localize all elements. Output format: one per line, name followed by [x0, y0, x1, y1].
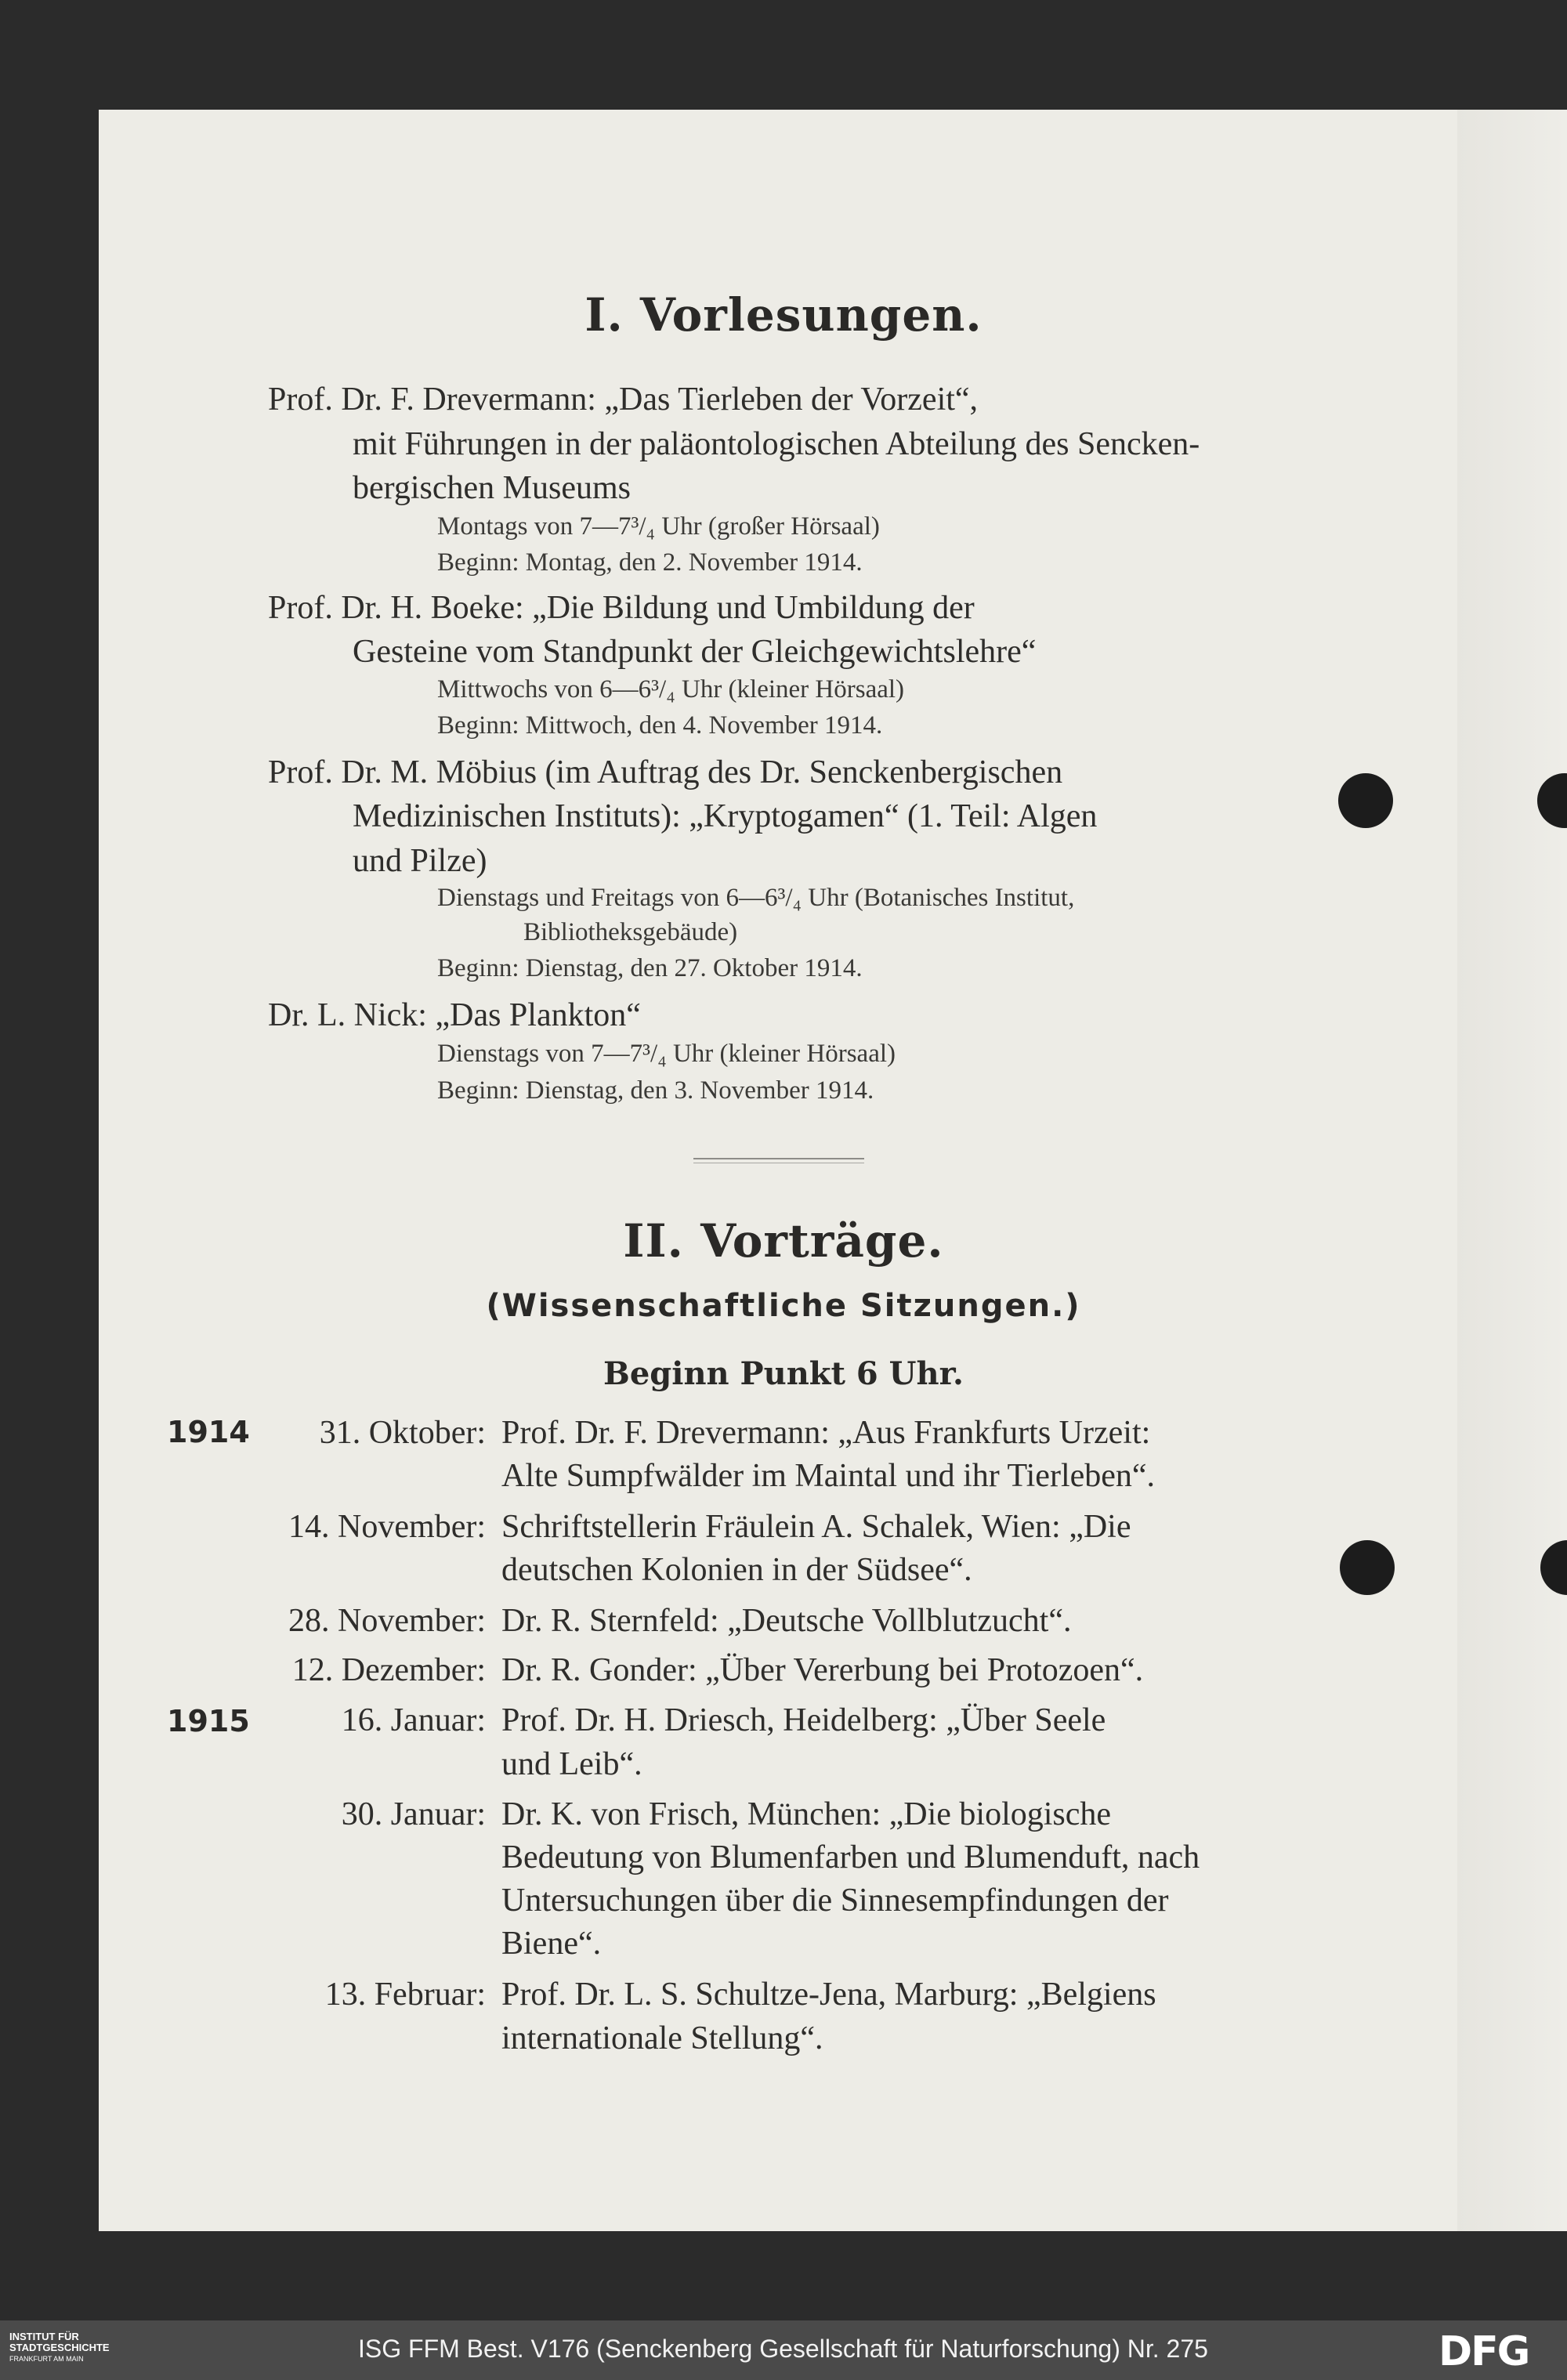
talk-line: Dr. R. Gonder: „Über Vererbung bei Protozoen“. — [501, 1652, 1144, 1688]
punch-hole — [1338, 773, 1393, 828]
lecture-1-start: Beginn: Montag, den 2. November 1914. — [437, 548, 863, 577]
section-divider — [693, 1158, 864, 1163]
footer-caption: ISG FFM Best. V176 (Senckenberg Gesellschaft für Naturforschung) Nr. 275 — [358, 2335, 1208, 2363]
talk-date: 30. Januar: — [341, 1796, 486, 1832]
lecture-3-line-2: Medizinischen Instituts): „Kryptogamen“ (1. Teil: Algen — [353, 798, 1098, 834]
talk-line: Biene“. — [501, 1926, 602, 1962]
talk-date: 16. Januar: — [341, 1702, 486, 1738]
lecture-4-start: Beginn: Dienstag, den 3. November 1914. — [437, 1076, 874, 1105]
lecture-1-schedule: Montags von 7—7³/₄ Uhr (großer Hörsaal) — [437, 512, 880, 541]
start-time-note: Beginn Punkt 6 Uhr. — [603, 1355, 964, 1392]
talk-line: Prof. Dr. H. Driesch, Heidelberg: „Über Seele — [501, 1702, 1106, 1738]
lecture-3-schedule: Dienstags und Freitags von 6—6³/₄ Uhr (Botanisches Institut, — [437, 884, 1075, 912]
year-1914: 1914 — [167, 1415, 250, 1449]
viewer-footer — [0, 2320, 1567, 2380]
isg-logo[interactable] — [9, 2331, 110, 2364]
lecture-2-line-2: Gesteine vom Standpunkt der Gleichgewichtslehre“ — [353, 634, 1037, 670]
lecture-2-schedule: Mittwochs von 6—6³/₄ Uhr (kleiner Hörsaal) — [437, 675, 905, 704]
talk-line: Prof. Dr. L. S. Schultze-Jena, Marburg: „Belgiens — [501, 1977, 1156, 2013]
year-1915: 1915 — [167, 1704, 250, 1738]
lecture-3-line-3: und Pilze) — [353, 843, 487, 879]
dfg-logo[interactable]: DFG — [1439, 2328, 1529, 2375]
talk-line: Alte Sumpfwälder im Maintal und ihr Tierleben“. — [501, 1458, 1156, 1494]
logo-text: FRANKFURT AM MAIN — [9, 2355, 84, 2363]
talk-line: Prof. Dr. F. Drevermann: „Aus Frankfurts Urzeit: — [501, 1415, 1151, 1451]
lecture-3-start: Beginn: Dienstag, den 27. Oktober 1914. — [437, 954, 863, 982]
section-heading-vorlesungen: I. Vorlesungen. — [584, 288, 983, 342]
talk-line: Dr. K. von Frisch, München: „Die biologische — [501, 1796, 1112, 1832]
talk-line: Dr. R. Sternfeld: „Deutsche Vollblutzucht“. — [501, 1603, 1072, 1639]
talk-date: 31. Oktober: — [319, 1415, 486, 1451]
logo-text: STADTGESCHICHTE — [9, 2342, 110, 2353]
lecture-4-line-1: Dr. L. Nick: „Das Plankton“ — [268, 997, 641, 1033]
lecture-3-line-1: Prof. Dr. M. Möbius (im Auftrag des Dr. Senckenbergischen — [268, 754, 1063, 790]
section-subheading: (Wissenschaftliche Sitzungen.) — [486, 1288, 1081, 1324]
talk-line: Untersuchungen über die Sinnesempfindungen der — [501, 1883, 1169, 1919]
lecture-2-line-1: Prof. Dr. H. Boeke: „Die Bildung und Umbildung der — [268, 590, 975, 626]
talk-date: 13. Februar: — [324, 1977, 486, 2013]
punch-hole — [1340, 1540, 1395, 1595]
talk-date: 14. November: — [288, 1509, 486, 1545]
talk-line: Schriftstellerin Fräulein A. Schalek, Wien: „Die — [501, 1509, 1131, 1545]
talk-line: internationale Stellung“. — [501, 2020, 823, 2056]
talk-date: 12. Dezember: — [291, 1652, 486, 1688]
lecture-4-schedule: Dienstags von 7—7³/₄ Uhr (kleiner Hörsaal) — [437, 1040, 896, 1068]
talk-line: deutschen Kolonien in der Südsee“. — [501, 1552, 972, 1588]
logo-text: INSTITUT FÜR — [9, 2331, 79, 2342]
talk-line: und Leib“. — [501, 1746, 642, 1782]
lecture-1-line-1: Prof. Dr. F. Drevermann: „Das Tierleben der Vorzeit“, — [268, 382, 979, 418]
talk-line: Bedeutung von Blumenfarben und Blumenduft, nach — [501, 1839, 1200, 1875]
lecture-3-schedule-cont: Bibliotheksgebäude) — [523, 918, 738, 946]
page-edge — [1457, 110, 1567, 2231]
section-heading-vortraege: II. Vorträge. — [623, 1214, 944, 1268]
lecture-1-line-3: bergischen Museums — [353, 470, 632, 506]
lecture-1-line-2: mit Führungen in der paläontologischen Abteilung des Sencken- — [353, 426, 1200, 462]
talk-date: 28. November: — [288, 1603, 486, 1639]
lecture-2-start: Beginn: Mittwoch, den 4. November 1914. — [437, 711, 883, 740]
